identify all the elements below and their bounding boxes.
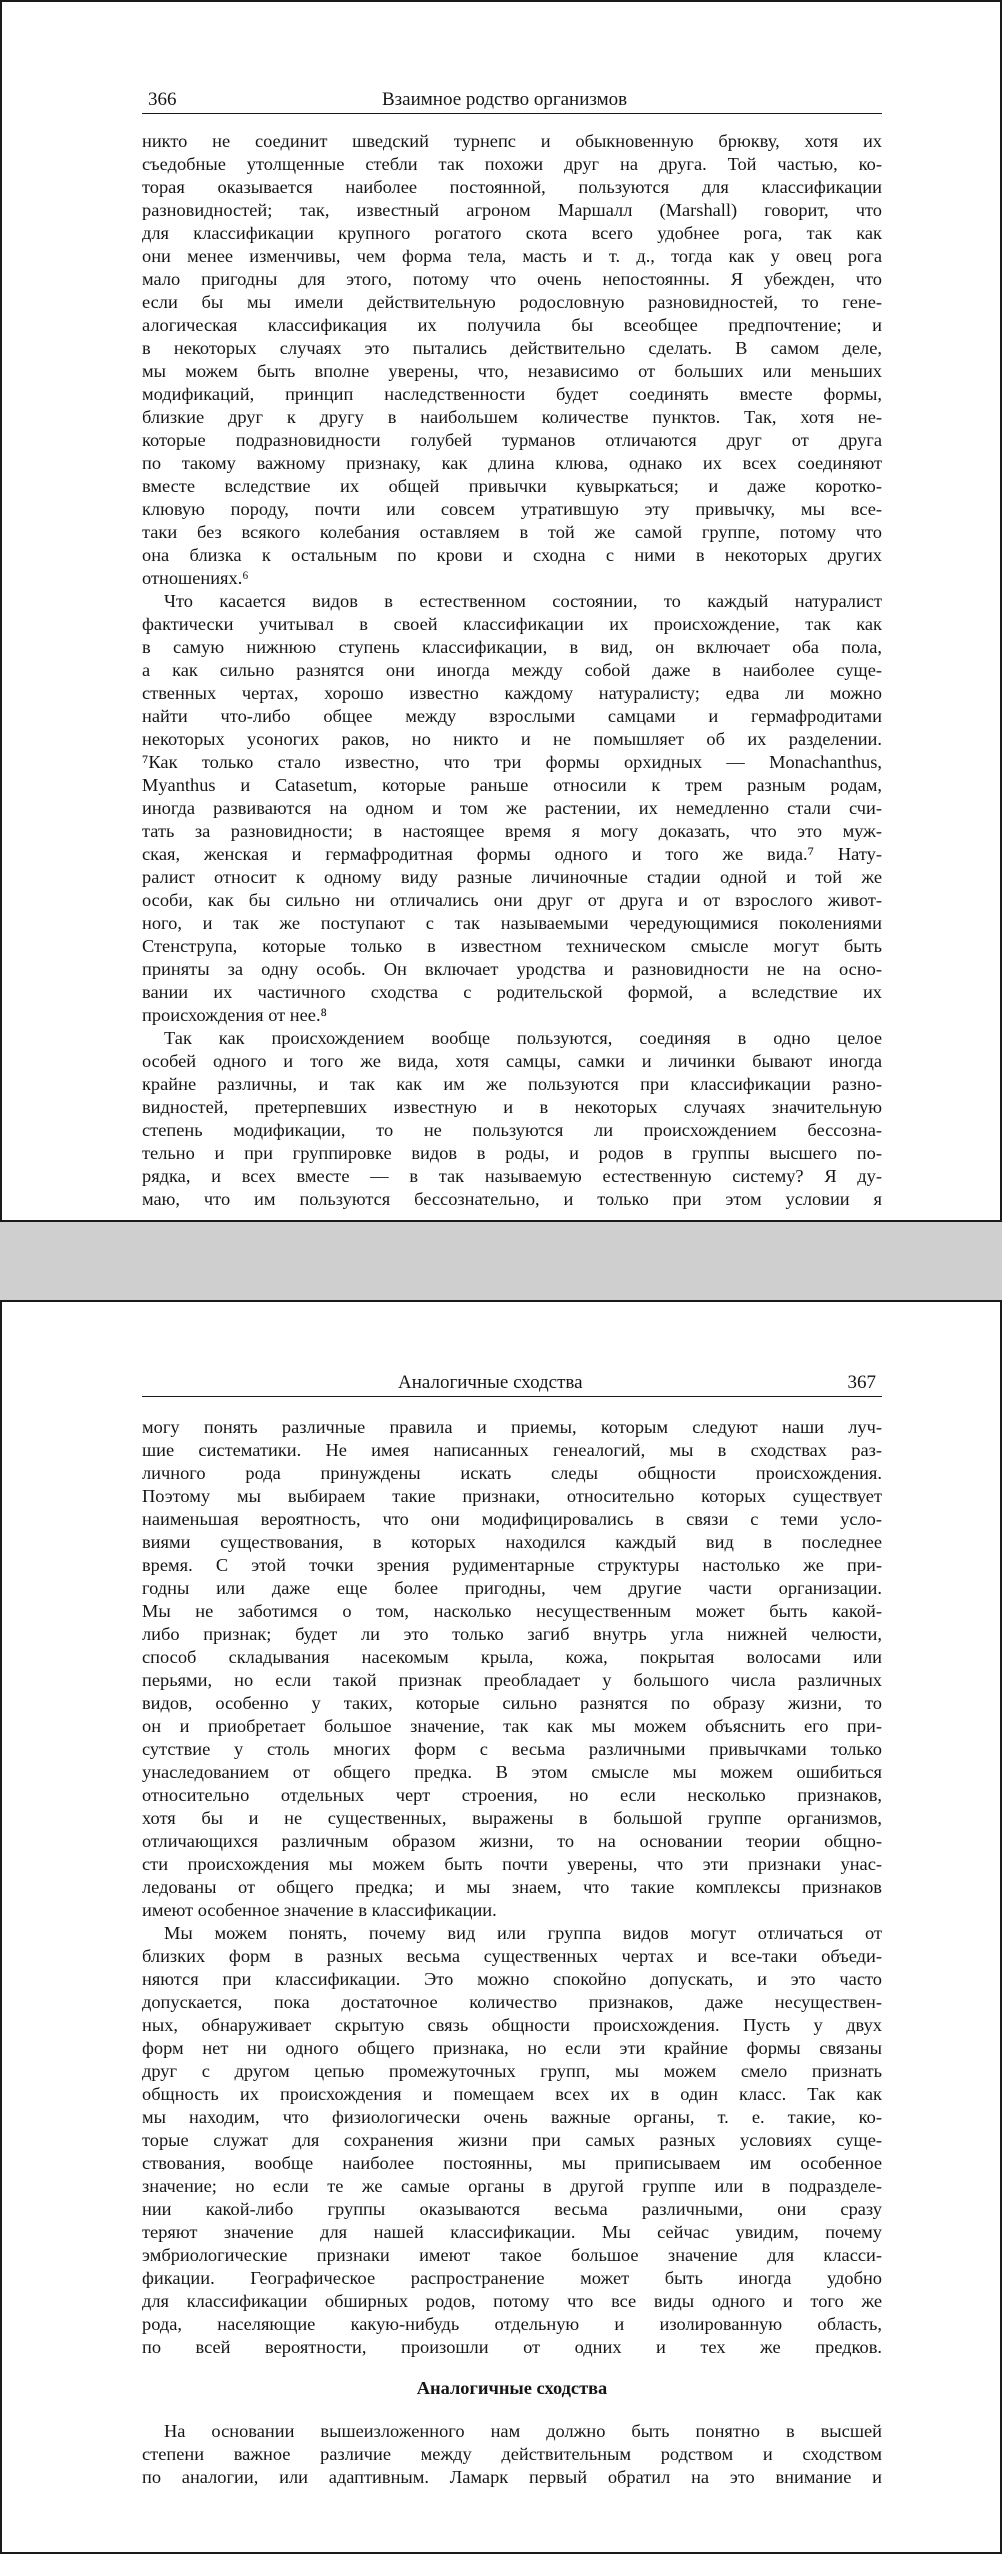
text-line: форм нет ни одного общего признака, но если эти крайние формы связаны bbox=[142, 2038, 882, 2058]
page-header bbox=[142, 87, 882, 114]
text-line: хотя бы и не существенных, выражены в большой группе организмов, bbox=[142, 1808, 882, 1828]
text-line: имеют особенное значение в классификации. bbox=[142, 1900, 497, 1920]
text-line: рода, населяющие какую-нибудь отдельную и изолированную область, bbox=[142, 2314, 882, 2334]
running-title: Аналогичные сходства bbox=[398, 1372, 583, 1393]
text-line: видов, особенно у таких, которые сильно разнятся по образу жизни, то bbox=[142, 1693, 882, 1713]
text-line: иногда развиваются на одном и том же растении, их немедленно стали счи- bbox=[142, 798, 882, 818]
text-line: унаследованием от общего предка. В этом смысле мы можем ошибиться bbox=[142, 1762, 882, 1782]
text-line: в некоторых случаях это пытались действительно сделать. В самом деле, bbox=[142, 338, 882, 358]
text-line: тать за разновидности; в настоящее время я могу доказать, что это муж- bbox=[142, 821, 882, 841]
text-line: для классификации обширных родов, потому что все виды одного и того же bbox=[142, 2291, 882, 2311]
text-line: годны или даже еще более пригодны, чем другие части организации. bbox=[142, 1578, 882, 1598]
text-line: шие систематики. Не имея написанных генеалогий, мы в сходствах раз- bbox=[142, 1440, 882, 1460]
text-line: видностей, претерпевших известную и в некоторых случаях значительную bbox=[142, 1097, 882, 1117]
text-line: время. С этой точки зрения рудиментарные структуры настолько же при- bbox=[142, 1555, 882, 1575]
text-line: эмбриологические признаки имеют такое большое значение для класси- bbox=[142, 2245, 882, 2265]
text-line: фактически учитывал в своей классификации их происхождение, так как bbox=[142, 614, 882, 634]
text-line: близких форм в разных весьма существенных чертах и все-таки объеди- bbox=[142, 1946, 882, 1966]
text-line: Мы можем понять, почему вид или группа видов могут отличаться от bbox=[164, 1923, 882, 1943]
text-line: которые подразновидности голубей турманов отличаются друг от друга bbox=[142, 430, 882, 450]
text-line: некоторых усоногих раков, но никто и не помышляет об их разделении. bbox=[142, 729, 882, 749]
text-line: торая оказывается наиболее постоянной, пользуются для классификации bbox=[142, 177, 882, 197]
text-line: теряют значение для нашей классификации. Мы сейчас увидим, почему bbox=[142, 2222, 882, 2242]
text-line: по аналогии, или адаптивным. Ламарк первый обратил на это внимание и bbox=[142, 2467, 882, 2487]
text-line: сти происхождения мы можем быть почти уверены, что эти признаки унас- bbox=[142, 1854, 882, 1874]
text-line: особи, как бы сильно ни отличались они друг от друга и от взрослого живот- bbox=[142, 890, 882, 910]
text-line: модификаций, принцип наследственности будет соединять вместе формы, bbox=[142, 384, 882, 404]
text-line: мы находим, что физиологически очень важные органы, т. е. такие, ко- bbox=[142, 2107, 882, 2127]
text-line: способ складывания насекомым крыла, кожа, покрытая волосами или bbox=[142, 1647, 882, 1667]
text-line: ственных чертах, хорошо известно каждому натуралисту; едва ли можно bbox=[142, 683, 882, 703]
text-line: относительно отдельных черт строения, но если несколько признаков, bbox=[142, 1785, 882, 1805]
page-number: 367 bbox=[847, 1372, 876, 1393]
book-page-366 bbox=[0, 0, 1002, 1222]
text-line: Стенструпа, которые только в известном техническом смысле могут быть bbox=[142, 936, 882, 956]
text-line: Так как происхождением вообще пользуются, соединяя в одно целое bbox=[164, 1028, 882, 1048]
text-line: они менее изменчивы, чем форма тела, масть и т. д., тогда как у овец рога bbox=[142, 246, 882, 266]
text-line: таки без всякого колебания оставляем в той же самой группе, потому что bbox=[142, 522, 882, 542]
text-line: вместе вследствие их общей привычки кувыркаться; и даже коротко- bbox=[142, 476, 882, 496]
text-line: отличающихся различным образом жизни, то на основании теории общно- bbox=[142, 1831, 882, 1851]
text-line: ледованы от общего предка; и мы знаем, что такие комплексы признаков bbox=[142, 1877, 882, 1897]
text-line: степени важное различие между действительным родством и сходством bbox=[142, 2444, 882, 2464]
text-line: клювую породу, почти или совсем утратившую эту привычку, мы все- bbox=[142, 499, 882, 519]
text-line: Поэтому мы выбираем такие признаки, относительно которых существует bbox=[142, 1486, 882, 1506]
page-text bbox=[142, 130, 882, 1211]
book-page-367 bbox=[0, 1300, 1002, 2554]
text-line: нии какой-либо группы оказываются весьма различными, они сразу bbox=[142, 2199, 882, 2219]
text-line: близкие друг к другу в наибольшем количестве пунктов. Так, хотя не- bbox=[142, 407, 882, 427]
text-line: допускается, пока достаточное количество признаков, даже несуществен- bbox=[142, 1992, 882, 2012]
text-line: приняты за одну особь. Он включает уродства и разновидности не на осно- bbox=[142, 959, 882, 979]
text-line: найти что-либо общее между взрослыми самцами и гермафродитами bbox=[142, 706, 882, 726]
text-line: в самую нижнюю ступень классификации, в вид, он включает оба пола, bbox=[142, 637, 882, 657]
text-line: ская, женская и гермафродитная формы одного и того же вида.⁷ Нату- bbox=[142, 844, 882, 864]
text-line: ствования, вообще наиболее постоянны, мы приписываем им особенное bbox=[142, 2153, 882, 2173]
text-line: он и приобретает большое значение, так как мы можем объяснить его при- bbox=[142, 1716, 882, 1736]
text-line: если бы мы имели действительную родословную разновидностей, то гене- bbox=[142, 292, 882, 312]
text-line: рядка, и всех вместе — в так называемую естественную систему? Я ду- bbox=[142, 1166, 882, 1186]
text-line: ного, и так же поступают с так называемыми чередующимися поколениями bbox=[142, 913, 882, 933]
text-line: крайне различны, и так как им же пользуются при классификации разно- bbox=[142, 1074, 882, 1094]
text-line: мы можем быть вполне уверены, что, независимо от больших или меньших bbox=[142, 361, 882, 381]
text-line: она близка к остальным по крови и сходна с ними в некоторых других bbox=[142, 545, 882, 565]
text-line: а как сильно разнятся они иногда между собой даже в наиболее суще- bbox=[142, 660, 882, 680]
text-line: личного рода принуждены искать следы общности происхождения. bbox=[142, 1463, 882, 1483]
text-line: особей одного и того же вида, хотя самцы, самки и личинки бывают иногда bbox=[142, 1051, 882, 1071]
text-line: маю, что им пользуются бессознательно, и только при этом условии я bbox=[142, 1189, 882, 1209]
text-line: происхождения от нее.⁸ bbox=[142, 1005, 327, 1025]
text-line: либо признак; будет ли это только загиб внутрь угла нижней челюсти, bbox=[142, 1624, 882, 1644]
text-line: друг с другом цепью промежуточных групп, мы можем смело признать bbox=[142, 2061, 882, 2081]
text-line: общность их происхождения и помещаем всех их в один класс. Так как bbox=[142, 2084, 882, 2104]
text-line: сутствие у столь многих форм с весьма различными привычками только bbox=[142, 1739, 882, 1759]
text-line: алогическая классификация их получила бы всеобщее предпочтение; и bbox=[142, 315, 882, 335]
page-number: 366 bbox=[148, 89, 177, 110]
text-line: наименьшая вероятность, что они модифицировались в связи с теми усло- bbox=[142, 1509, 882, 1529]
page-text bbox=[142, 1416, 882, 2489]
text-line: фикации. Географическое распространение может быть иногда удобно bbox=[142, 2268, 882, 2288]
text-line: перьями, но если такой признак преобладает у большого числа различных bbox=[142, 1670, 882, 1690]
text-line: по всей вероятности, произошли от одних и тех же предков. bbox=[142, 2337, 882, 2357]
text-line: виями существования, в которых находился каждый вид в последнее bbox=[142, 1532, 882, 1552]
text-line: На основании вышеизложенного нам должно быть понятно в высшей bbox=[164, 2421, 882, 2441]
text-line: съедобные утолщенные стебли так похожи друг на друга. Той частью, ко- bbox=[142, 154, 882, 174]
text-line: Myanthus и Catasetum, которые раньше относили к трем разным родам, bbox=[142, 775, 882, 795]
text-line: отношениях.⁶ bbox=[142, 568, 249, 588]
text-line: для классификации крупного рогатого скота всего удобнее рога, так как bbox=[142, 223, 882, 243]
text-line: мало пригодны для этого, потому что очень непостоянны. Я убежден, что bbox=[142, 269, 882, 289]
text-line: разновидностей; так, известный агроном Маршалл (Marshall) говорит, что bbox=[142, 200, 882, 220]
page-header bbox=[142, 1370, 882, 1397]
text-line: вании их частичного сходства с родительской формой, а вследствие их bbox=[142, 982, 882, 1002]
text-line: ралист относит к одному виду разные личиночные стадии одной и той же bbox=[142, 867, 882, 887]
text-line: по такому важному признаку, как длина клюва, однако их всех соединяют bbox=[142, 453, 882, 473]
text-line: степень модификации, то не пользуются ли происхождением бессозна- bbox=[142, 1120, 882, 1140]
text-line: никто не соединит шведский турнепс и обыкновенную брюкву, хотя их bbox=[142, 131, 882, 151]
text-line: Что касается видов в естественном состоянии, то каждый натуралист bbox=[164, 591, 882, 611]
text-line: тельно и при группировке видов в роды, и родов в группы высшего по- bbox=[142, 1143, 882, 1163]
text-line: ⁷Как только стало известно, что три формы орхидных — Monachanthus, bbox=[142, 752, 882, 772]
text-line: торые служат для сохранения жизни при самых разных условиях суще- bbox=[142, 2130, 882, 2150]
running-title: Взаимное родство организмов bbox=[382, 89, 628, 110]
text-line: могу понять различные правила и приемы, которым следуют наши луч- bbox=[142, 1417, 882, 1437]
section-heading: Аналогичные сходства bbox=[416, 2378, 608, 2398]
text-line: ных, обнаруживает скрытую связь общности происхождения. Пусть у двух bbox=[142, 2015, 882, 2035]
text-line: Мы не заботимся о том, насколько несущественным может быть какой- bbox=[142, 1601, 882, 1621]
text-line: няются при классификации. Это можно спокойно допускать, и это часто bbox=[142, 1969, 882, 1989]
text-line: значение; но если те же самые органы в другой группе или в подразделе- bbox=[142, 2176, 882, 2196]
